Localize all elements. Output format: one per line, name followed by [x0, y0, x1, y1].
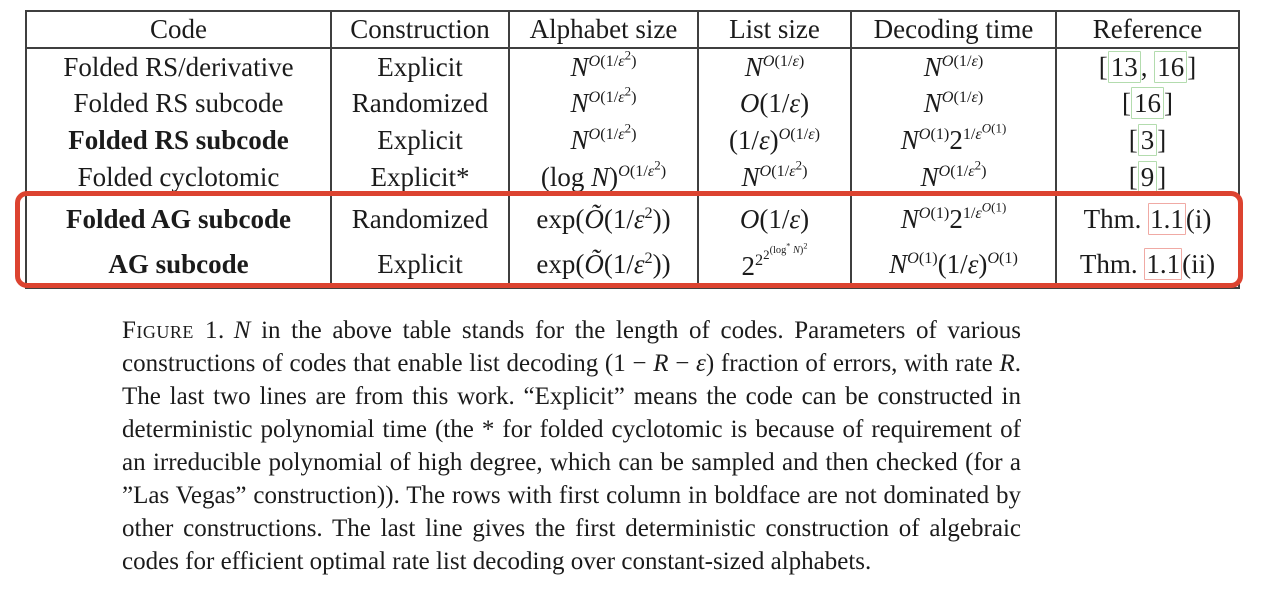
citation-link[interactable]: 16 — [1131, 87, 1164, 119]
cell-construction: Explicit — [331, 242, 509, 288]
caption-text: N in the above table stands for the length of codes. Parameters of various constructions of codes that enable list decoding (1 − R − ε) fraction of errors, with rate R. The last two lines are from this work. “Explicit” means the code can be constructed in deterministic polynomial time (the * for folded cyclotomic is because of requirement of an irreducible polynomial of high degree, which can be sampled and then checked (for a ”Las Vegas” construction)). The rows with first column in boldface are not dominated by other constructions. The last line gives the first deterministic construction of algebraic codes for efficient optimal rate list decoding over constant-sized alphabets. — [122, 317, 1022, 575]
cell-reference: Thm. 1.1(i) — [1056, 196, 1239, 242]
cell-decoding-time: $N^{O(1)}2^{1/\varepsilon^{O(1)}}$ — [851, 196, 1056, 242]
column-header-construction: Construction — [331, 11, 509, 48]
cell-construction: Explicit — [331, 48, 509, 85]
column-header-reference: Reference — [1056, 11, 1239, 48]
cell-alphabet-size: (log N)$^{O(1/\varepsilon^2)}$ — [509, 159, 698, 196]
cell-code: Folded RS/derivative — [63, 51, 294, 82]
table-row — [26, 122, 1239, 159]
theorem-link[interactable]: 1.1 — [1150, 203, 1184, 234]
cell-reference: [ 16 ] — [1056, 85, 1239, 122]
cell-reference: [ 9 ] — [1056, 159, 1239, 196]
cell-code: Folded RS subcode — [73, 88, 284, 118]
table-row-highlighted — [26, 242, 1239, 288]
cell-list-size: O(1/ε) — [698, 85, 851, 122]
cell-decoding-time: $N^{O(1)}(1/\varepsilon)^{O(1)}$ — [851, 242, 1056, 288]
citation-link[interactable]: 9 — [1138, 161, 1158, 193]
cell-alphabet-size: $N^{O(1/\varepsilon^2)}$ — [509, 48, 698, 85]
citation-link[interactable]: 3 — [1138, 124, 1158, 156]
results-table — [25, 10, 1240, 289]
code-constructions-table — [25, 10, 1240, 289]
citation-link[interactable]: 13 — [1108, 51, 1141, 83]
cell-decoding-time: $N^{O(1)}2^{1/\varepsilon^{O(1)}}$ — [851, 122, 1056, 159]
cell-decoding-time: $N^{O(1/\varepsilon)}$ — [851, 85, 1056, 122]
figure-caption — [122, 314, 1021, 578]
cell-reference: [ 3 ] — [1056, 122, 1239, 159]
cell-code: Folded AG subcode — [65, 203, 292, 234]
cell-list-size: $2^{2^{2^{(log^* N)^2}}}$ — [698, 242, 851, 288]
cell-list-size: $N^{O(1/\varepsilon)}$ — [698, 48, 851, 85]
citation-link[interactable]: 16 — [1154, 51, 1187, 83]
column-header-decoding-time: Decoding time — [851, 11, 1056, 48]
column-header-list-size: List size — [698, 11, 851, 48]
cell-code: Folded RS subcode — [68, 125, 289, 155]
cell-alphabet-size: $\exp(Õ(1/\varepsilon^2))$ — [509, 242, 698, 288]
table-row — [26, 48, 1239, 85]
theorem-link[interactable]: 1.1 — [1146, 249, 1181, 279]
cell-reference: Thm. 1.1(ii) — [1056, 242, 1239, 288]
cell-alphabet-size: $\exp(Õ(1/\varepsilon^2))$ — [509, 196, 698, 242]
cell-list-size: $N^{O(1/\varepsilon^2)}$ — [698, 159, 851, 196]
table-row-highlighted — [26, 196, 1239, 242]
table-row — [26, 159, 1239, 196]
cell-list-size: O(1/ε) — [698, 196, 851, 242]
cell-list-size: $(1/\varepsilon)^{O(1/\varepsilon)}$ — [698, 122, 851, 159]
cell-construction: Randomized — [331, 85, 509, 122]
cell-code: AG subcode — [108, 249, 249, 279]
cell-alphabet-size: $N^{O(1/\varepsilon^2)}$ — [509, 122, 698, 159]
cell-construction: Explicit — [331, 122, 509, 159]
cell-alphabet-size: $N^{O(1/\varepsilon^2)}$ — [509, 85, 698, 122]
header-row — [26, 11, 1239, 48]
cell-reference: [ 13 , 16 ] — [1056, 48, 1239, 85]
cell-decoding-time: $N^{O(1/\varepsilon^2)}$ — [851, 159, 1056, 196]
cell-code: Folded cyclotomic — [77, 162, 280, 192]
cell-construction: Randomized — [331, 196, 509, 242]
cell-decoding-time: $N^{O(1/\varepsilon)}$ — [851, 48, 1056, 85]
column-header-alphabet-size: Alphabet size — [509, 11, 698, 48]
cell-construction: Explicit* — [331, 159, 509, 196]
column-header-code: Code — [26, 11, 331, 48]
table-row — [26, 85, 1239, 122]
caption-label: Figure 1. — [122, 317, 225, 344]
